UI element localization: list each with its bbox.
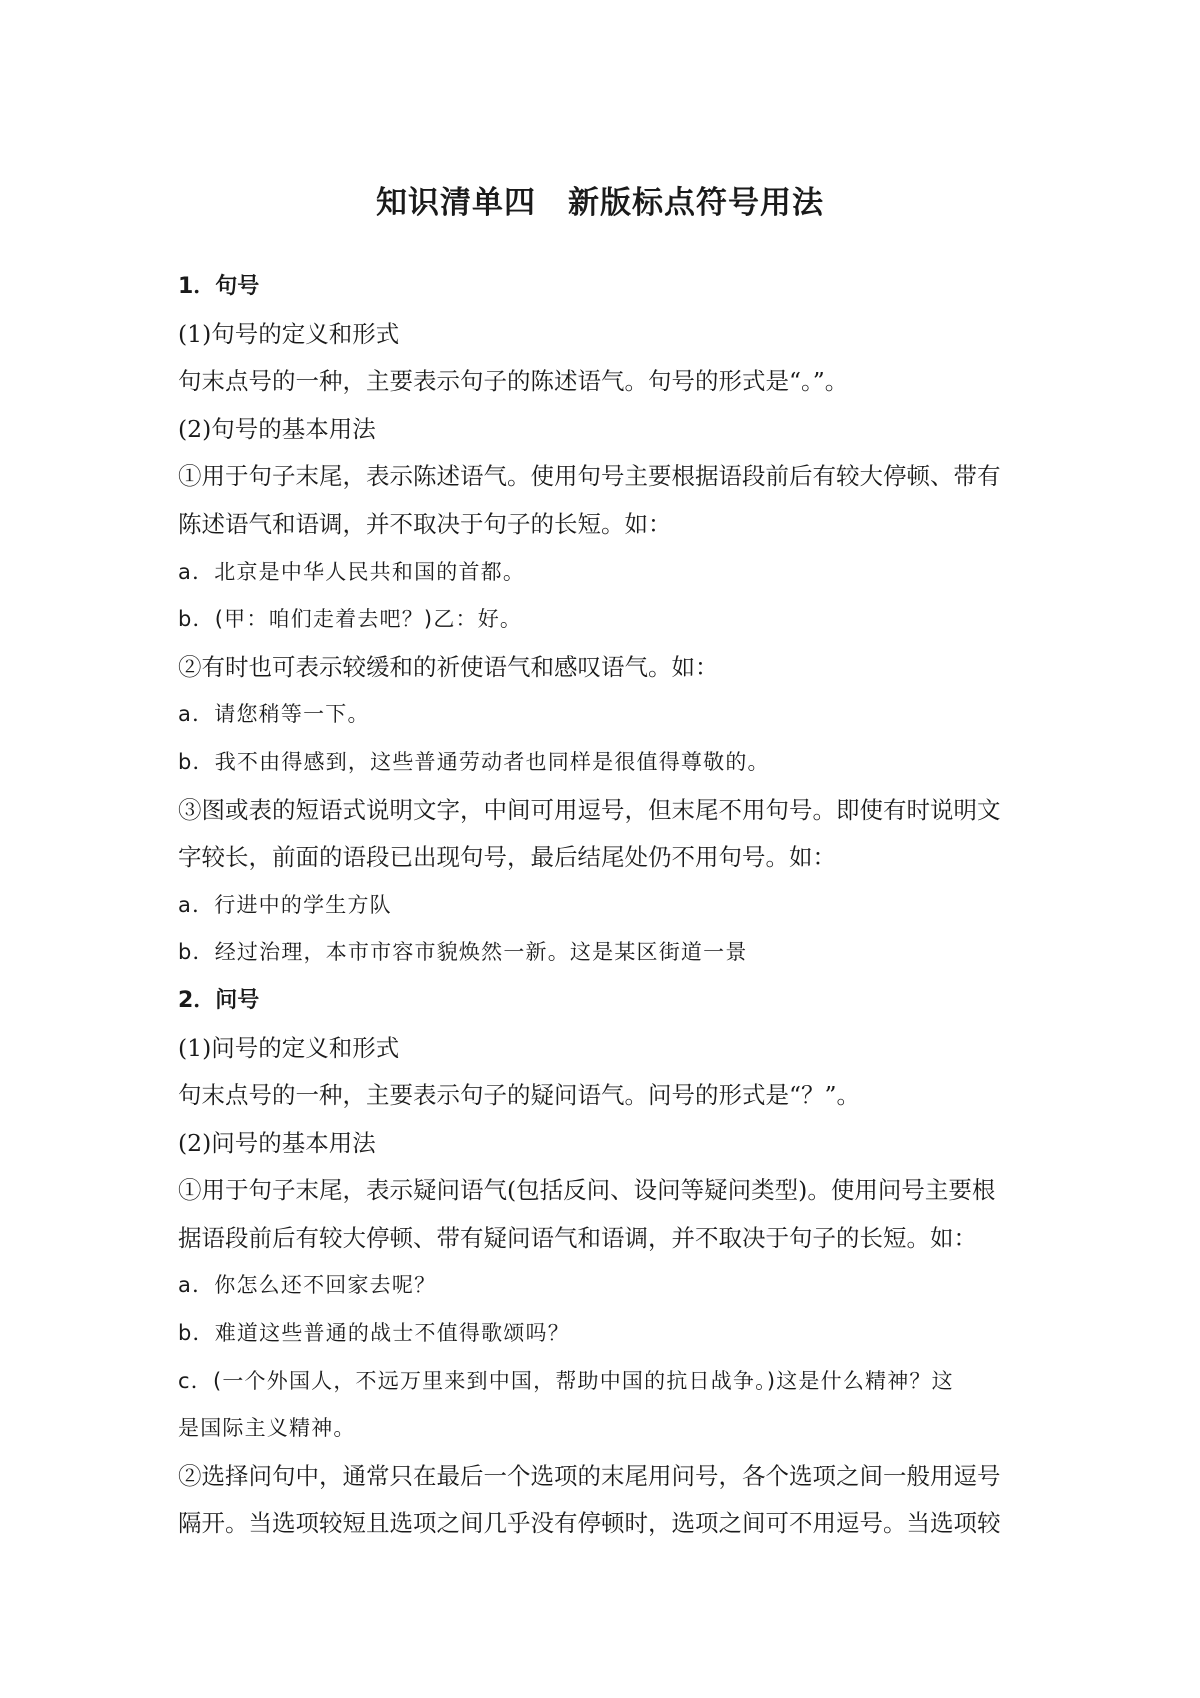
example-line: b．我不由得感到，这些普通劳动者也同样是很值得尊敬的。 — [178, 749, 770, 774]
subsection-heading: (2)问号的基本用法 — [178, 1128, 376, 1157]
paragraph-line: 句末点号的一种，主要表示句子的疑问语气。问号的形式是“？”。 — [178, 1081, 861, 1110]
example-line: b．难道这些普通的战士不值得歌颂吗？ — [178, 1321, 570, 1346]
subsection-heading: (1)句号的定义和形式 — [178, 319, 400, 348]
page-title: 知识清单四 新版标点符号用法 — [376, 185, 824, 221]
subsection-heading: (2)句号的基本用法 — [178, 414, 376, 443]
paragraph-line: 隔开。当选项较短且选项之间几乎没有停顿时，选项之间可不用逗号。当选项较 — [178, 1509, 1001, 1538]
paragraph-line: ①用于句子末尾，表示陈述语气。使用句号主要根据语段前后有较大停顿、带有 — [178, 462, 1001, 491]
paragraph-line: ②有时也可表示较缓和的祈使语气和感叹语气。如： — [178, 652, 719, 681]
example-line: b．经过治理，本市市容市貌焕然一新。这是某区街道一景 — [178, 940, 748, 965]
example-line: c．(一个外国人，不远万里来到中国，帮助中国的抗日战争。)这是什么精神？这 — [178, 1368, 954, 1393]
paragraph-line: 字较长，前面的语段已出现句号，最后结尾处仍不用句号。如： — [178, 843, 836, 872]
paragraph-line: 句末点号的一种，主要表示句子的陈述语气。句号的形式是“。”。 — [178, 367, 849, 396]
paragraph-line: 陈述语气和语调，并不取决于句子的长短。如： — [178, 509, 672, 538]
paragraph-line: ①用于句子末尾，表示疑问语气(包括反问、设问等疑问类型)。使用问号主要根 — [178, 1176, 996, 1205]
example-line: a．北京是中华人民共和国的首都。 — [178, 559, 526, 584]
paragraph-line: ③图或表的短语式说明文字，中间可用逗号，但末尾不用句号。即使有时说明文 — [178, 795, 1001, 824]
example-line: a．请您稍等一下。 — [178, 702, 370, 727]
example-line: a．你怎么还不回家去呢？ — [178, 1273, 437, 1298]
document-body — [178, 263, 1028, 1548]
section-heading: 1．句号 — [178, 274, 260, 299]
example-line: 是国际主义精神。 — [178, 1416, 356, 1441]
section-heading: 2．问号 — [178, 987, 260, 1013]
paragraph-line: 据语段前后有较大停顿、带有疑问语气和语调，并不取决于句子的长短。如： — [178, 1223, 977, 1252]
paragraph-line: ②选择问句中，通常只在最后一个选项的末尾用问号，各个选项之间一般用逗号 — [178, 1461, 1001, 1490]
example-line: a．行进中的学生方队 — [178, 892, 392, 917]
example-line: b．(甲：咱们走着去吧？)乙：好。 — [178, 607, 523, 632]
subsection-heading: (1)问号的定义和形式 — [178, 1033, 400, 1062]
